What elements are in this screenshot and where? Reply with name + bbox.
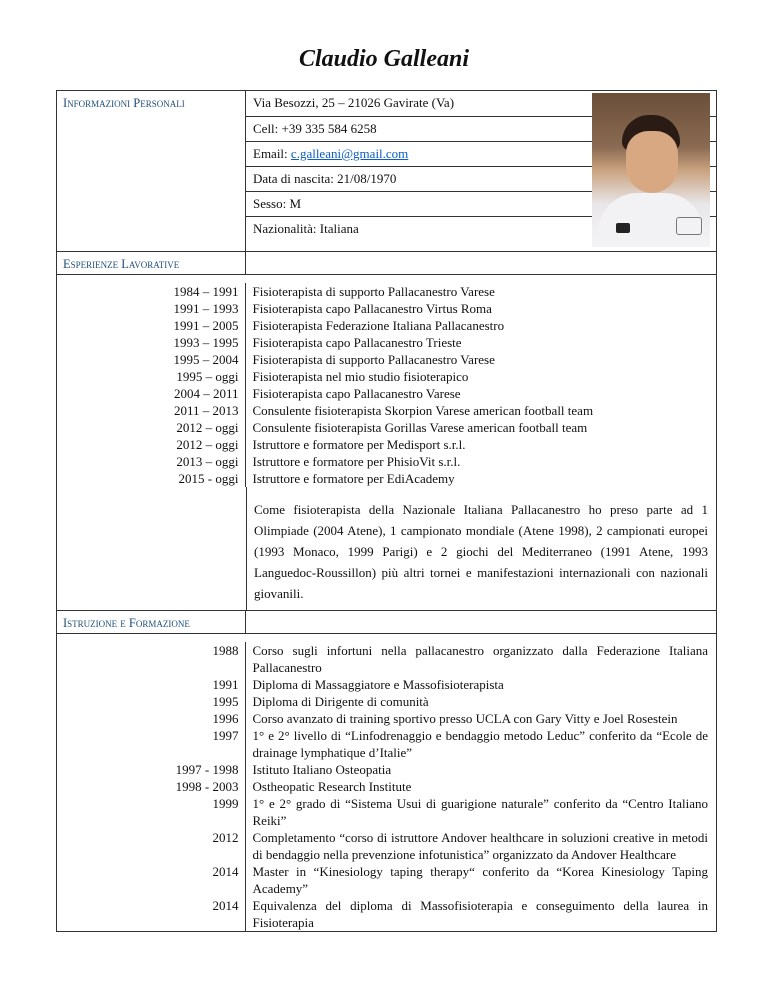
education-years: 1998 - 2003 <box>57 778 245 795</box>
education-row <box>57 897 716 931</box>
education-years: 1995 <box>57 693 245 710</box>
experience-section-label-cell <box>57 252 246 275</box>
nationality-text: Nazionalità: Italiana <box>246 216 716 241</box>
education-description: Completamento “corso di istruttore Andover healthcare in soluzioni creative in metodi di bendaggio nella prevenzione infotunistica” organizzato da Andover Healthcare <box>252 830 708 862</box>
experience-description: Istruttore e formatore per EdiAcademy <box>252 471 455 486</box>
education-description: Equivalenza del diploma di Massofisioterapia e conseguimento della laurea in Fisioterapia <box>252 898 708 930</box>
experience-description: Fisioterapista capo Pallacanestro Trieste <box>252 335 462 350</box>
experience-description: Fisioterapista Federazione Italiana Pallacanestro <box>252 318 505 333</box>
personal-heading: Informazioni Personali <box>63 96 185 110</box>
education-list <box>57 642 716 931</box>
education-years: 2012 <box>57 829 245 863</box>
education-row <box>57 863 716 897</box>
experience-row <box>57 436 716 453</box>
experience-description: Fisioterapista di supporto Pallacanestro Varese <box>252 352 495 367</box>
address-text: Via Besozzi, 25 – 21026 Gavirate (Va) <box>253 95 455 110</box>
education-description: Diploma di Massaggiatore e Massofisioterapista <box>252 677 504 692</box>
education-row <box>57 829 716 863</box>
experience-years: 1993 – 1995 <box>57 334 245 351</box>
education-row <box>57 795 716 829</box>
education-years: 1997 - 1998 <box>57 761 245 778</box>
education-row <box>57 727 716 761</box>
experience-row <box>57 453 716 470</box>
experience-years: 1991 – 1993 <box>57 300 245 317</box>
experience-years: 2012 – oggi <box>57 436 245 453</box>
experience-row <box>57 419 716 436</box>
experience-row <box>57 351 716 368</box>
experience-years: 1991 – 2005 <box>57 317 245 334</box>
experience-row <box>57 385 716 402</box>
education-years: 1991 <box>57 676 245 693</box>
kappa-logo-icon <box>616 223 630 233</box>
education-description: 1° e 2° livello di “Linfodrenaggio e bendaggio metodo Leduc” conferito da “Ecole de drainage lymphatique d’Italie” <box>252 728 708 760</box>
cv-table <box>56 90 717 932</box>
education-description: 1° e 2° grado di “Sistema Usui di guarigione naturale” conferito da “Centro Italiano Reiki” <box>252 796 708 828</box>
experience-row <box>57 402 716 419</box>
experience-description: Fisioterapista capo Pallacanestro Virtus Roma <box>252 301 492 316</box>
education-years: 2014 <box>57 897 245 931</box>
experience-body-cell <box>57 275 717 611</box>
experience-years: 2013 – oggi <box>57 453 245 470</box>
profile-photo <box>592 93 710 247</box>
education-description: Corso avanzato di training sportivo presso UCLA con Gary Vitty e Joel Rosestein <box>252 711 678 726</box>
education-years: 2014 <box>57 863 245 897</box>
education-section-label-cell <box>57 611 246 634</box>
experience-years: 2012 – oggi <box>57 419 245 436</box>
experience-row <box>57 300 716 317</box>
education-row <box>57 778 716 795</box>
experience-row <box>57 470 716 487</box>
email-label: Email: <box>253 146 291 161</box>
education-description: Corso sugli infortuni nella pallacanestro organizzato dalla Federazione Italiana Pallacanestro <box>252 643 708 675</box>
education-description: Diploma di Dirigente di comunità <box>252 694 429 709</box>
experience-list <box>57 283 716 487</box>
experience-row <box>57 368 716 385</box>
experience-description: Consulente fisioterapista Skorpion Varese american football team <box>252 403 594 418</box>
personal-section-label-cell <box>57 91 246 252</box>
experience-years: 1995 – 2004 <box>57 351 245 368</box>
experience-years: 2015 - oggi <box>57 470 245 487</box>
education-years: 1999 <box>57 795 245 829</box>
experience-row <box>57 334 716 351</box>
experience-description: Istruttore e formatore per PhisioVit s.r.l. <box>252 454 461 469</box>
team-badge-icon <box>676 217 702 235</box>
education-description: Ostheopatic Research Institute <box>252 779 412 794</box>
personal-info-cell <box>246 91 717 252</box>
email-link[interactable]: c.galleani@gmail.com <box>290 146 409 161</box>
cell-text: Cell: +39 335 584 6258 <box>246 116 716 141</box>
education-body-cell <box>57 634 717 932</box>
experience-heading: Esperienze Lavorative <box>63 257 180 271</box>
experience-description: Consulente fisioterapista Gorillas Varese american football team <box>252 420 588 435</box>
education-years: 1996 <box>57 710 245 727</box>
education-row <box>57 693 716 710</box>
experience-description: Fisioterapista di supporto Pallacanestro Varese <box>252 284 495 299</box>
experience-summary: Come fisioterapista della Nazionale Italiana Pallacanestro ho preso parte ad 1 Olimpiade (2004 Atene), 1 campionato mondiale (Atene 1998), 2 campionati europei (1993 Monaco, 1999 Parigi) e 2 giochi del Mediterraneo (1991 Atene, 1993 Languedoc-Roussillon) più altri tornei e manifestazioni internazionali con nazionali giovanili. <box>254 502 708 601</box>
education-heading: Istruzione e Formazione <box>63 616 190 630</box>
birth-date-text: Data di nascita: 21/08/1970 <box>246 166 716 191</box>
experience-years: 1984 – 1991 <box>57 283 245 300</box>
experience-years: 2011 – 2013 <box>57 402 245 419</box>
education-years: 1988 <box>57 642 245 676</box>
education-years: 1997 <box>57 727 245 761</box>
experience-row <box>57 317 716 334</box>
education-row <box>57 676 716 693</box>
sex-text: Sesso: M <box>246 191 716 216</box>
education-description: Master in “Kinesiology taping therapy“ conferito da “Korea Kinesiology Taping Academy” <box>252 864 708 896</box>
education-row <box>57 710 716 727</box>
education-description: Istituto Italiano Osteopatia <box>252 762 392 777</box>
experience-description: Fisioterapista capo Pallacanestro Varese <box>252 386 461 401</box>
experience-row <box>57 283 716 300</box>
education-row <box>57 761 716 778</box>
experience-description: Fisioterapista nel mio studio fisioterapico <box>252 369 469 384</box>
education-row <box>57 642 716 676</box>
experience-description: Istruttore e formatore per Medisport s.r.l. <box>252 437 466 452</box>
experience-years: 1995 – oggi <box>57 368 245 385</box>
experience-years: 2004 – 2011 <box>57 385 245 402</box>
cv-name: Claudio Galleani <box>298 46 470 72</box>
